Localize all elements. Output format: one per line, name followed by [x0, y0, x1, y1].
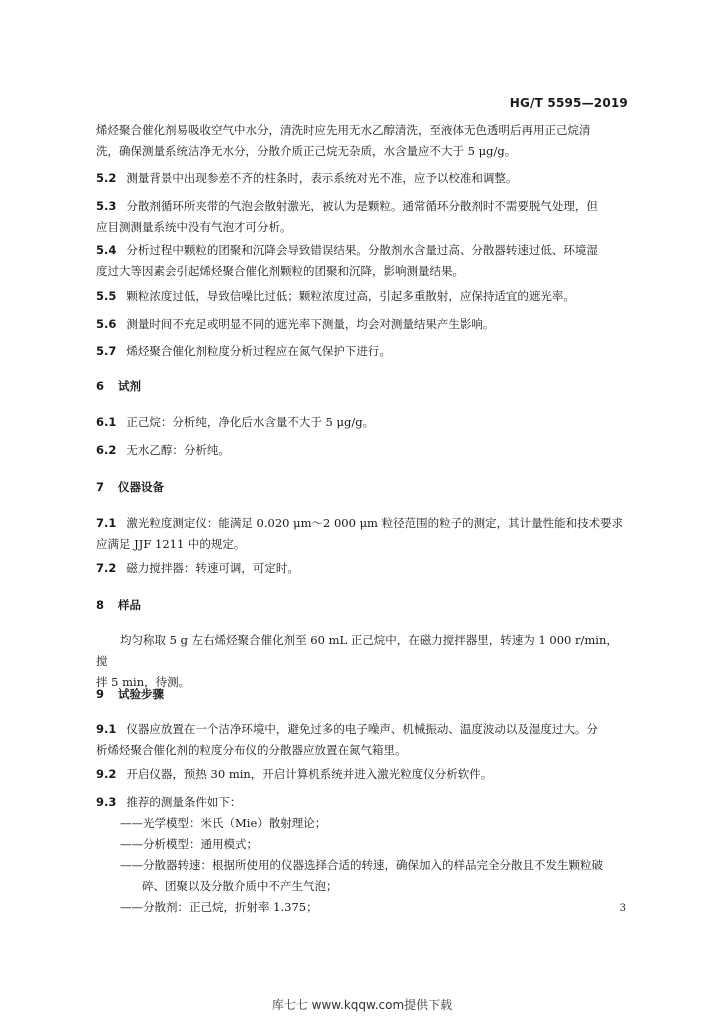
text-line: 应满足 JJF 1211 中的规定。 [96, 537, 246, 551]
text-line: 烯烃聚合催化剂粒度分析过程应在氮气保护下进行。 [126, 344, 391, 358]
section-title: 试验步骤 [118, 687, 165, 701]
clause-5-4 [96, 240, 628, 282]
text-line: 分散剂循环所夹带的气泡会散射激光，被认为是颗粒。通常循环分散剂时不需要脱气处理，但 [126, 199, 598, 213]
text-line: 仪器应放置在一个洁净环境中，避免过多的电子噪声、机械振动、温度波动以及湿度过大。分 [126, 722, 598, 736]
clause-number: 9.1 [96, 722, 117, 736]
page-number: 3 [619, 903, 626, 914]
clause-9-3 [96, 792, 628, 918]
list-item: ——分散器转速：根据所使用的仪器选择合适的转速，确保加入的样品完全分散且不发生颗粒破 [120, 858, 603, 872]
clause-number: 5.7 [96, 344, 117, 358]
text-line: 烯烃聚合催化剂易吸收空气中水分，清洗时应先用无水乙醇清洗，至液体无色透明后再用正己烷清 [96, 123, 591, 137]
clause-9-2 [96, 764, 628, 785]
clause-5-6 [96, 314, 628, 335]
section-heading-8 [96, 595, 628, 616]
section-heading-7 [96, 477, 628, 498]
text-line: 激光粒度测定仪：能满足 0.020 μm～2 000 μm 粒径范围的粒子的测定，其计量性能和技术要求 [126, 516, 624, 530]
text-line: 拌 5 min，待测。 [96, 675, 191, 689]
clause-number: 5.2 [96, 171, 117, 185]
section-number: 6 [96, 379, 105, 393]
text-line: 洗，确保测量系统洁净无水分，分散介质正己烷无杂质，水含量应不大于 5 μg/g。 [96, 144, 517, 158]
text-line: 磁力搅拌器：转速可调，可定时。 [126, 561, 299, 575]
clause-number: 6.2 [96, 443, 117, 457]
text-line: 无水乙醇：分析纯。 [126, 443, 230, 457]
text-line: 应目测测量系统中没有气泡才可分析。 [96, 220, 292, 234]
section-title: 试剂 [118, 379, 142, 393]
clause-number: 5.6 [96, 317, 117, 331]
text-line: 均匀称取 5 g 左右烯烃聚合催化剂至 60 mL 正己烷中，在磁力搅拌器里，转速为 1 000 r/min，搅 [96, 633, 618, 668]
clause-9-1 [96, 719, 628, 761]
list-item: ——光学模型：米氏（Mie）散射理论； [120, 816, 327, 830]
text-line: 度过大等因素会引起烯烃聚合催化剂颗粒的团聚和沉降，影响测量结果。 [96, 264, 464, 278]
paragraph-intro [96, 120, 628, 162]
clause-number: 9.3 [96, 795, 117, 809]
section-title: 样品 [118, 598, 142, 612]
standard-code: HG/T 5595—2019 [509, 96, 628, 110]
clause-5-2 [96, 168, 628, 189]
section-number: 8 [96, 598, 105, 612]
list-item: ——分析模型：通用模式； [120, 837, 258, 851]
clause-5-3 [96, 196, 628, 238]
clause-number: 7.2 [96, 561, 117, 575]
text-line: 测量背景中出现参差不齐的柱条时，表示系统对光不准，应予以校准和调整。 [126, 171, 518, 185]
clause-5-5 [96, 286, 628, 307]
clause-number: 5.4 [96, 243, 117, 257]
text-line: 推荐的测量条件如下： [126, 795, 242, 809]
section-number: 9 [96, 687, 105, 701]
clause-number: 9.2 [96, 767, 117, 781]
section-title: 仪器设备 [118, 480, 165, 494]
clause-number: 7.1 [96, 516, 117, 530]
section-heading-9 [96, 684, 628, 705]
section-number: 7 [96, 480, 105, 494]
footer-watermark: 库七七 www.kqqw.com提供下载 [271, 998, 453, 1012]
clause-number: 5.5 [96, 289, 117, 303]
clause-number: 6.1 [96, 415, 117, 429]
clause-number: 5.3 [96, 199, 117, 213]
text-line: 颗粒浓度过低，导致信噪比过低；颗粒浓度过高，引起多重散射，应保持适宜的遮光率。 [126, 289, 575, 303]
list-item: ——分散剂：正己烷，折射率 1.375； [120, 900, 318, 914]
clause-7-2 [96, 558, 628, 579]
text-line: 析烯烃聚合催化剂的粒度分布仪的分散器应放置在氮气箱里。 [96, 743, 407, 757]
text-line: 开启仪器，预热 30 min，开启计算机系统并进入激光粒度仪分析软件。 [126, 767, 493, 781]
text-line: 分析过程中颗粒的团聚和沉降会导致错误结果。分散剂水含量过高、分散器转速过低、环境湿 [126, 243, 598, 257]
section-heading-6 [96, 376, 628, 397]
clause-6-1 [96, 412, 628, 433]
clause-7-1 [96, 513, 628, 555]
list-item-continuation: 碎、团聚以及分散介质中不产生气泡； [142, 879, 338, 893]
clause-5-7 [96, 341, 628, 362]
text-line: 正己烷：分析纯，净化后水含量不大于 5 μg/g。 [126, 415, 375, 429]
clause-6-2 [96, 440, 628, 461]
text-line: 测量时间不充足或明显不同的遮光率下测量，均会对测量结果产生影响。 [126, 317, 495, 331]
